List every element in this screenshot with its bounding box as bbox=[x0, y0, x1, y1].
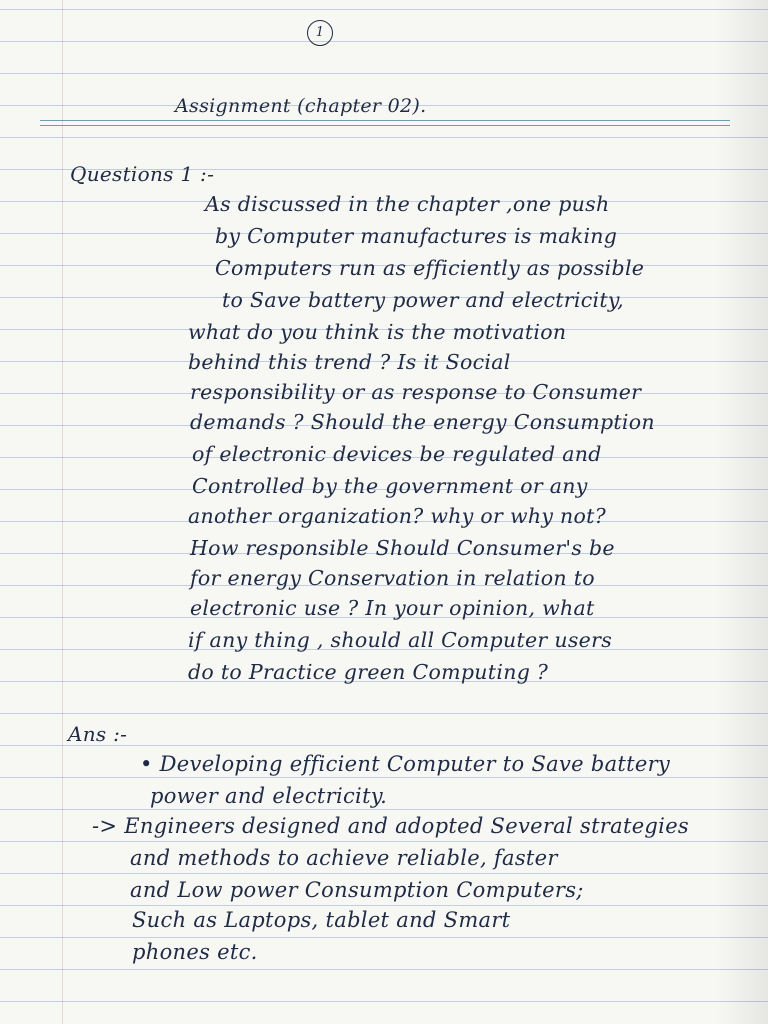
answer-bullet-continuation: power and electricity. bbox=[150, 784, 388, 808]
answer-bullet-text: Developing efficient Computer to Save battery bbox=[159, 752, 671, 776]
question-line: by Computer manufactures is making bbox=[215, 224, 618, 248]
question-line: Controlled by the government or any bbox=[192, 474, 588, 498]
question-line: to Save battery power and electricity, bbox=[222, 288, 624, 312]
answer-bullet-line bbox=[140, 752, 670, 776]
answer-arrow-text: Engineers designed and adopted Several strategies bbox=[124, 814, 690, 838]
answer-label: Ans :- bbox=[68, 722, 128, 746]
question-line: How responsible Should Consumer's be bbox=[190, 536, 615, 560]
question-line: electronic use ? In your opinion, what bbox=[190, 596, 595, 620]
question-line: behind this trend ? Is it Social bbox=[188, 350, 511, 374]
assignment-title: Assignment (chapter 02). bbox=[175, 95, 427, 117]
question-line: demands ? Should the energy Consumption bbox=[190, 410, 655, 434]
question-line: Computers run as efficiently as possible bbox=[215, 256, 645, 280]
question-line: do to Practice green Computing ? bbox=[188, 660, 549, 684]
answer-line: phones etc. bbox=[132, 940, 258, 964]
question-line: if any thing , should all Computer users bbox=[188, 628, 613, 652]
answer-line: Such as Laptops, tablet and Smart bbox=[132, 908, 511, 932]
question-label: Questions 1 :- bbox=[70, 162, 215, 186]
question-line: As discussed in the chapter ,one push bbox=[205, 192, 610, 216]
page-number: 1 bbox=[307, 20, 333, 46]
margin-line bbox=[62, 0, 63, 1024]
question-line: responsibility or as response to Consumer bbox=[190, 380, 642, 404]
answer-line: and methods to achieve reliable, faster bbox=[130, 846, 558, 870]
header-double-rule bbox=[40, 120, 730, 126]
arrow-marker: -> bbox=[92, 814, 118, 838]
question-line: another organization? why or why not? bbox=[188, 504, 606, 528]
answer-arrow-line bbox=[92, 814, 689, 838]
bullet-marker: • bbox=[140, 752, 153, 776]
question-line: of electronic devices be regulated and bbox=[192, 442, 602, 466]
answer-line: and Low power Consumption Computers; bbox=[130, 878, 584, 902]
question-line: for energy Conservation in relation to bbox=[190, 566, 595, 590]
question-line: what do you think is the motivation bbox=[188, 320, 567, 344]
page-edge-shadow bbox=[716, 0, 768, 1024]
